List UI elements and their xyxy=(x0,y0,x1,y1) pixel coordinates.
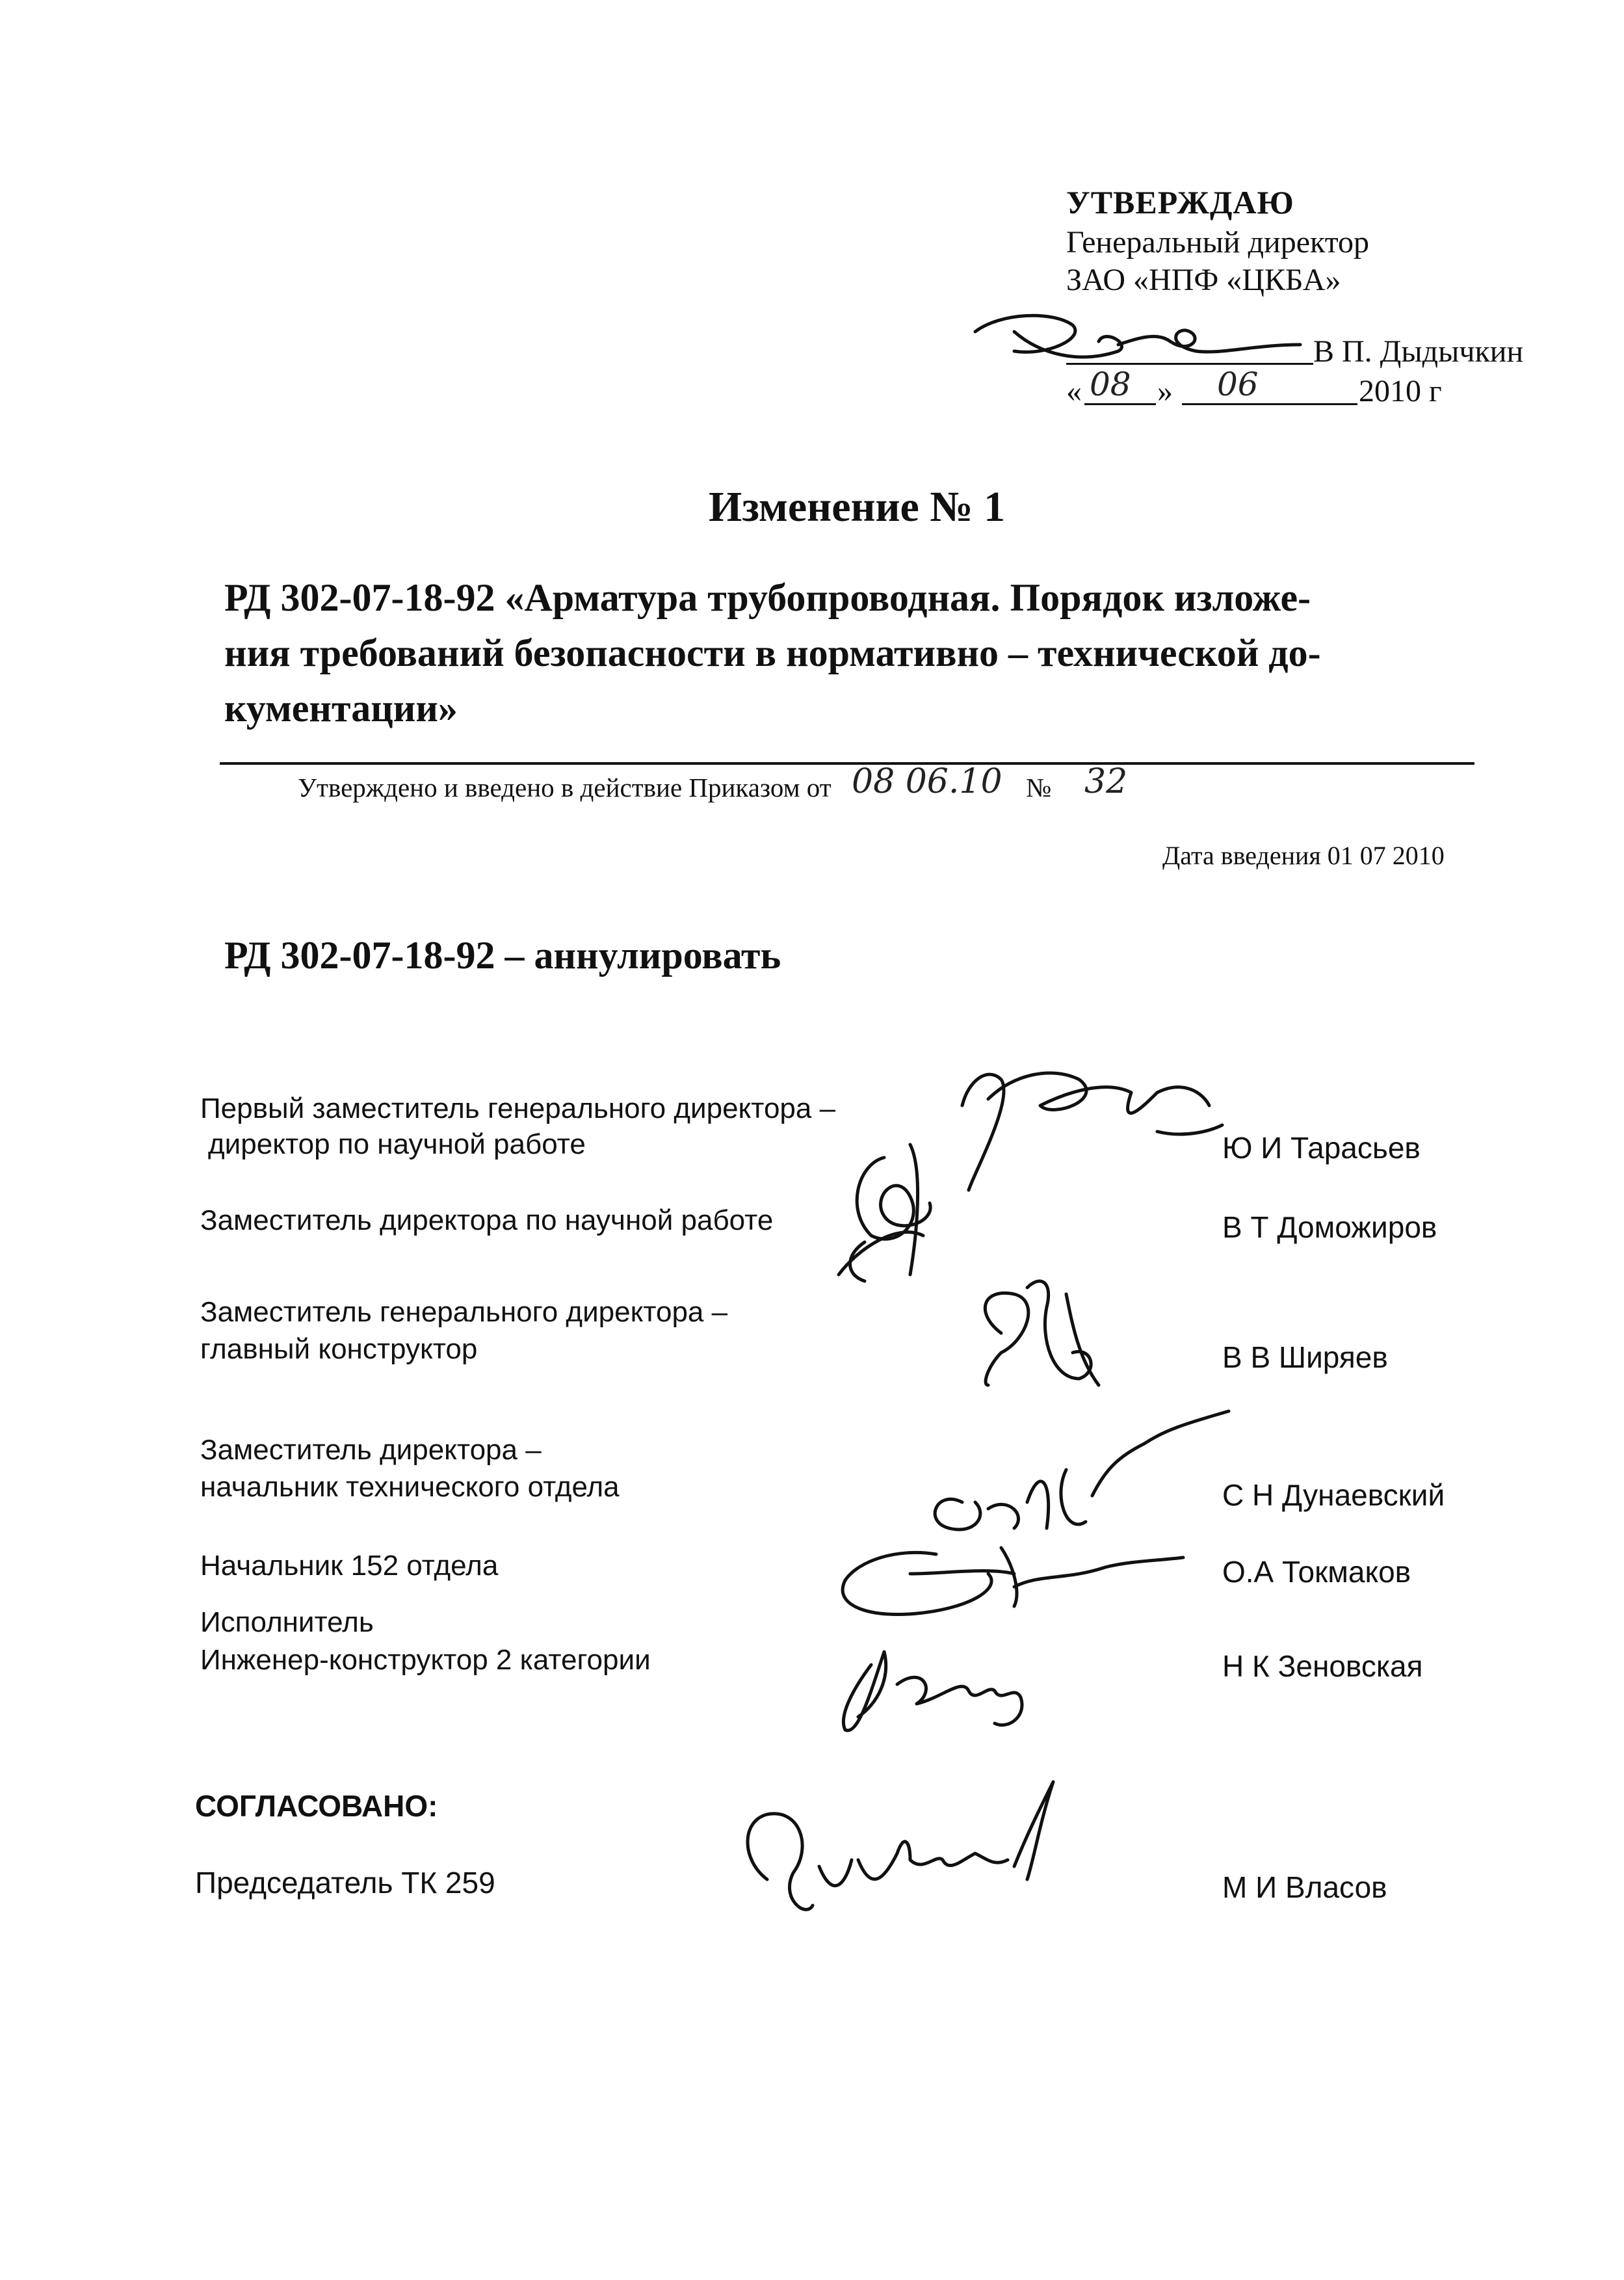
approval-title: УТВЕРЖДАЮ xyxy=(1066,184,1294,220)
shiryaev-signature xyxy=(985,1281,1099,1385)
document-title-line: ния требований безопасности в нормативно – технической до- xyxy=(224,631,1321,674)
signatory-name: Н К Зеновская xyxy=(1222,1649,1423,1683)
approval-date-month: 06 xyxy=(1217,365,1259,403)
signatory-position: главный конструктор xyxy=(200,1333,478,1365)
divider xyxy=(220,762,1474,765)
signatory-name: Ю И Тарасьев xyxy=(1222,1131,1421,1165)
signatory-name: О.А Токмаков xyxy=(1222,1555,1411,1589)
director-signature xyxy=(975,315,1300,357)
date-month-underline xyxy=(1182,403,1357,405)
approval-position: Генеральный директор xyxy=(1066,225,1370,259)
signatory-position: Заместитель генерального директора – xyxy=(200,1296,728,1328)
date-open-quote: « xyxy=(1066,374,1082,408)
change-title: Изменение № 1 xyxy=(709,483,1006,531)
annulment-statement: РД 302-07-18-92 – аннулировать xyxy=(224,934,781,977)
tarasyev-signature xyxy=(962,1073,1222,1190)
signatory-name: В Т Доможиров xyxy=(1222,1210,1437,1244)
order-date: 08 06.10 xyxy=(852,762,1002,801)
order-number: 32 xyxy=(1084,762,1128,801)
signatory-position: начальник технического отдела xyxy=(200,1471,620,1503)
agreed-name: М И Власов xyxy=(1222,1870,1387,1904)
approval-date-day: 08 xyxy=(1090,365,1131,403)
order-text: Утверждено и введено в действие Приказом от xyxy=(298,773,832,802)
zenovskaya-signature xyxy=(843,1652,1022,1730)
signatory-name: С Н Дунаевский xyxy=(1222,1478,1445,1512)
approval-date-year: 2010 г xyxy=(1359,374,1442,408)
document-title-line: кументации» xyxy=(224,687,458,730)
approver-name: В П. Дыдычкин xyxy=(1313,334,1524,369)
signatory-position: Исполнитель xyxy=(200,1606,374,1638)
signatory-name: В В Ширяев xyxy=(1222,1340,1388,1374)
signatory-position: Инженер-конструктор 2 категории xyxy=(200,1644,651,1676)
agreed-label: СОГЛАСОВАНО: xyxy=(195,1789,438,1823)
dunaevsky-signature xyxy=(935,1411,1229,1530)
signatory-position: Начальник 152 отдела xyxy=(200,1550,499,1582)
signatory-position: Заместитель директора – xyxy=(200,1434,542,1466)
introduction-date: Дата введения 01 07 2010 xyxy=(1162,841,1445,870)
domozhirov-signature xyxy=(839,1145,930,1281)
tokmakov-signature xyxy=(843,1548,1183,1615)
date-day-underline xyxy=(1084,403,1156,405)
signatory-position: Первый заместитель генерального директора – xyxy=(200,1093,836,1124)
vlasov-signature xyxy=(748,1782,1053,1909)
order-number-sign: № xyxy=(1026,773,1052,802)
agreed-position: Председатель ТК 259 xyxy=(195,1866,495,1900)
signature-line xyxy=(1066,363,1313,365)
date-close-quote: » xyxy=(1157,374,1173,408)
document-title-line: РД 302-07-18-92 «Арматура трубопроводная. Порядок изложе- xyxy=(224,576,1311,619)
signatory-position: директор по научной работе xyxy=(208,1128,586,1160)
signatory-position: Заместитель директора по научной работе xyxy=(200,1204,774,1236)
approval-organization: ЗАО «НПФ «ЦКБА» xyxy=(1066,263,1341,297)
